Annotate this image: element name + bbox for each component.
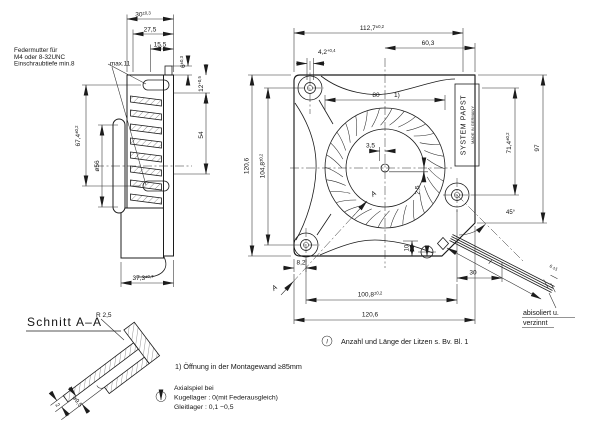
wire-tip-dim: 6 ±1 bbox=[548, 263, 559, 272]
cable bbox=[450, 235, 556, 293]
dim-4-2: 4,2+0,4 bbox=[318, 48, 336, 56]
section-label-a-start: A bbox=[270, 284, 279, 293]
dim-67-4: 67,4±0,2 bbox=[74, 125, 82, 147]
dim-30-top: 30±0,3 bbox=[135, 10, 151, 19]
axial-note-sleeve: Gleitlager : 0,1 −0,5 bbox=[174, 404, 234, 411]
scroll-left-curve bbox=[295, 103, 316, 240]
axial-note-title: Axialspiel bei bbox=[174, 385, 214, 392]
dim-slot-dia: ø9,5 bbox=[70, 395, 83, 409]
dim-27-5: 27,5 bbox=[143, 26, 157, 34]
side-flange bbox=[164, 75, 174, 256]
scroll-bottom-curve bbox=[320, 240, 433, 255]
federmutter-note: M4 oder 8-32UNC bbox=[14, 53, 66, 61]
footnotes bbox=[156, 362, 302, 411]
section-label-a-end: A bbox=[369, 190, 378, 199]
side-view bbox=[14, 11, 210, 288]
litzen-note-text: Anzahl und Länge der Litzen s. Bv. Bl. 1 bbox=[341, 337, 469, 346]
angle-45-label: 45° bbox=[506, 210, 516, 216]
dim-71-4: 71,4±0,2 bbox=[505, 132, 513, 154]
dim-3-5: 3,5 bbox=[366, 142, 376, 150]
dim-120-6-bottom: 120,6 bbox=[361, 311, 379, 319]
svg-text:abisoliert u.: abisoliert u. bbox=[523, 310, 559, 317]
footnote-opening: 1) Öffnung in der Montagewand ≥85mm bbox=[175, 362, 302, 371]
dim-6: 6±0,3 bbox=[179, 56, 187, 68]
dim-30-bottom: 30 bbox=[469, 269, 477, 277]
brand-name: SYSTEM PAPST bbox=[460, 94, 468, 156]
dim-104-8: 104,8±0,2 bbox=[258, 153, 267, 179]
dim-120-6-left: 120,6 bbox=[243, 157, 251, 175]
dim-15-5: 15,5 bbox=[153, 41, 167, 49]
dim-d56: ø56 bbox=[94, 160, 101, 172]
dim-80-ref: 1) bbox=[394, 92, 400, 99]
mounting-hole-top-left bbox=[296, 61, 324, 114]
federmutter-note: Federmutter für bbox=[14, 47, 58, 54]
side-base bbox=[121, 208, 164, 258]
dim-100-8: 100,8±0,2 bbox=[357, 290, 383, 299]
axial-play-footnote-symbol bbox=[156, 392, 166, 402]
angle-45-annotation bbox=[457, 195, 523, 261]
dim-112-7: 112,7±0,2 bbox=[359, 24, 385, 32]
dim-12: 12+0,5 bbox=[197, 76, 205, 92]
dim-2-5: 2,5 bbox=[414, 185, 422, 195]
wire-length-label: l bbox=[487, 259, 492, 267]
side-top-stud bbox=[165, 66, 172, 75]
litzen-symbol: l bbox=[326, 339, 328, 346]
dim-10: 10 bbox=[404, 244, 411, 252]
axial-note-ball: Kugellager : 0(mit Federausgleich) bbox=[174, 394, 278, 402]
dim-60-3: 60,3 bbox=[421, 40, 435, 47]
dim-37-3: 37,3±0,7 bbox=[132, 274, 154, 282]
section-title: Schnitt A–A bbox=[27, 315, 103, 329]
dim-97: 97 bbox=[534, 144, 541, 152]
dim-wall-2: 2 bbox=[53, 402, 61, 409]
dim-54: 54 bbox=[198, 131, 205, 139]
wire-grommet-diamond bbox=[438, 238, 449, 250]
svg-text:verzinnt: verzinnt bbox=[523, 320, 548, 327]
section-geometry bbox=[41, 322, 162, 428]
brand-origin: MADE IN GERMANY bbox=[470, 105, 476, 145]
section-view bbox=[26, 312, 161, 429]
max-depth-note: max.11 bbox=[110, 60, 131, 68]
scroll-top-curve bbox=[321, 76, 455, 94]
federmutter-note: Einschraubtiefe min.8 bbox=[14, 60, 75, 68]
dim-r-2-5: R 2,5 bbox=[96, 312, 112, 319]
litzen-note bbox=[322, 336, 468, 346]
front-view bbox=[244, 24, 576, 346]
dim-80: 80 bbox=[372, 92, 380, 99]
wire-end-note bbox=[522, 293, 575, 328]
dim-8-2: 8,2 bbox=[296, 259, 306, 267]
